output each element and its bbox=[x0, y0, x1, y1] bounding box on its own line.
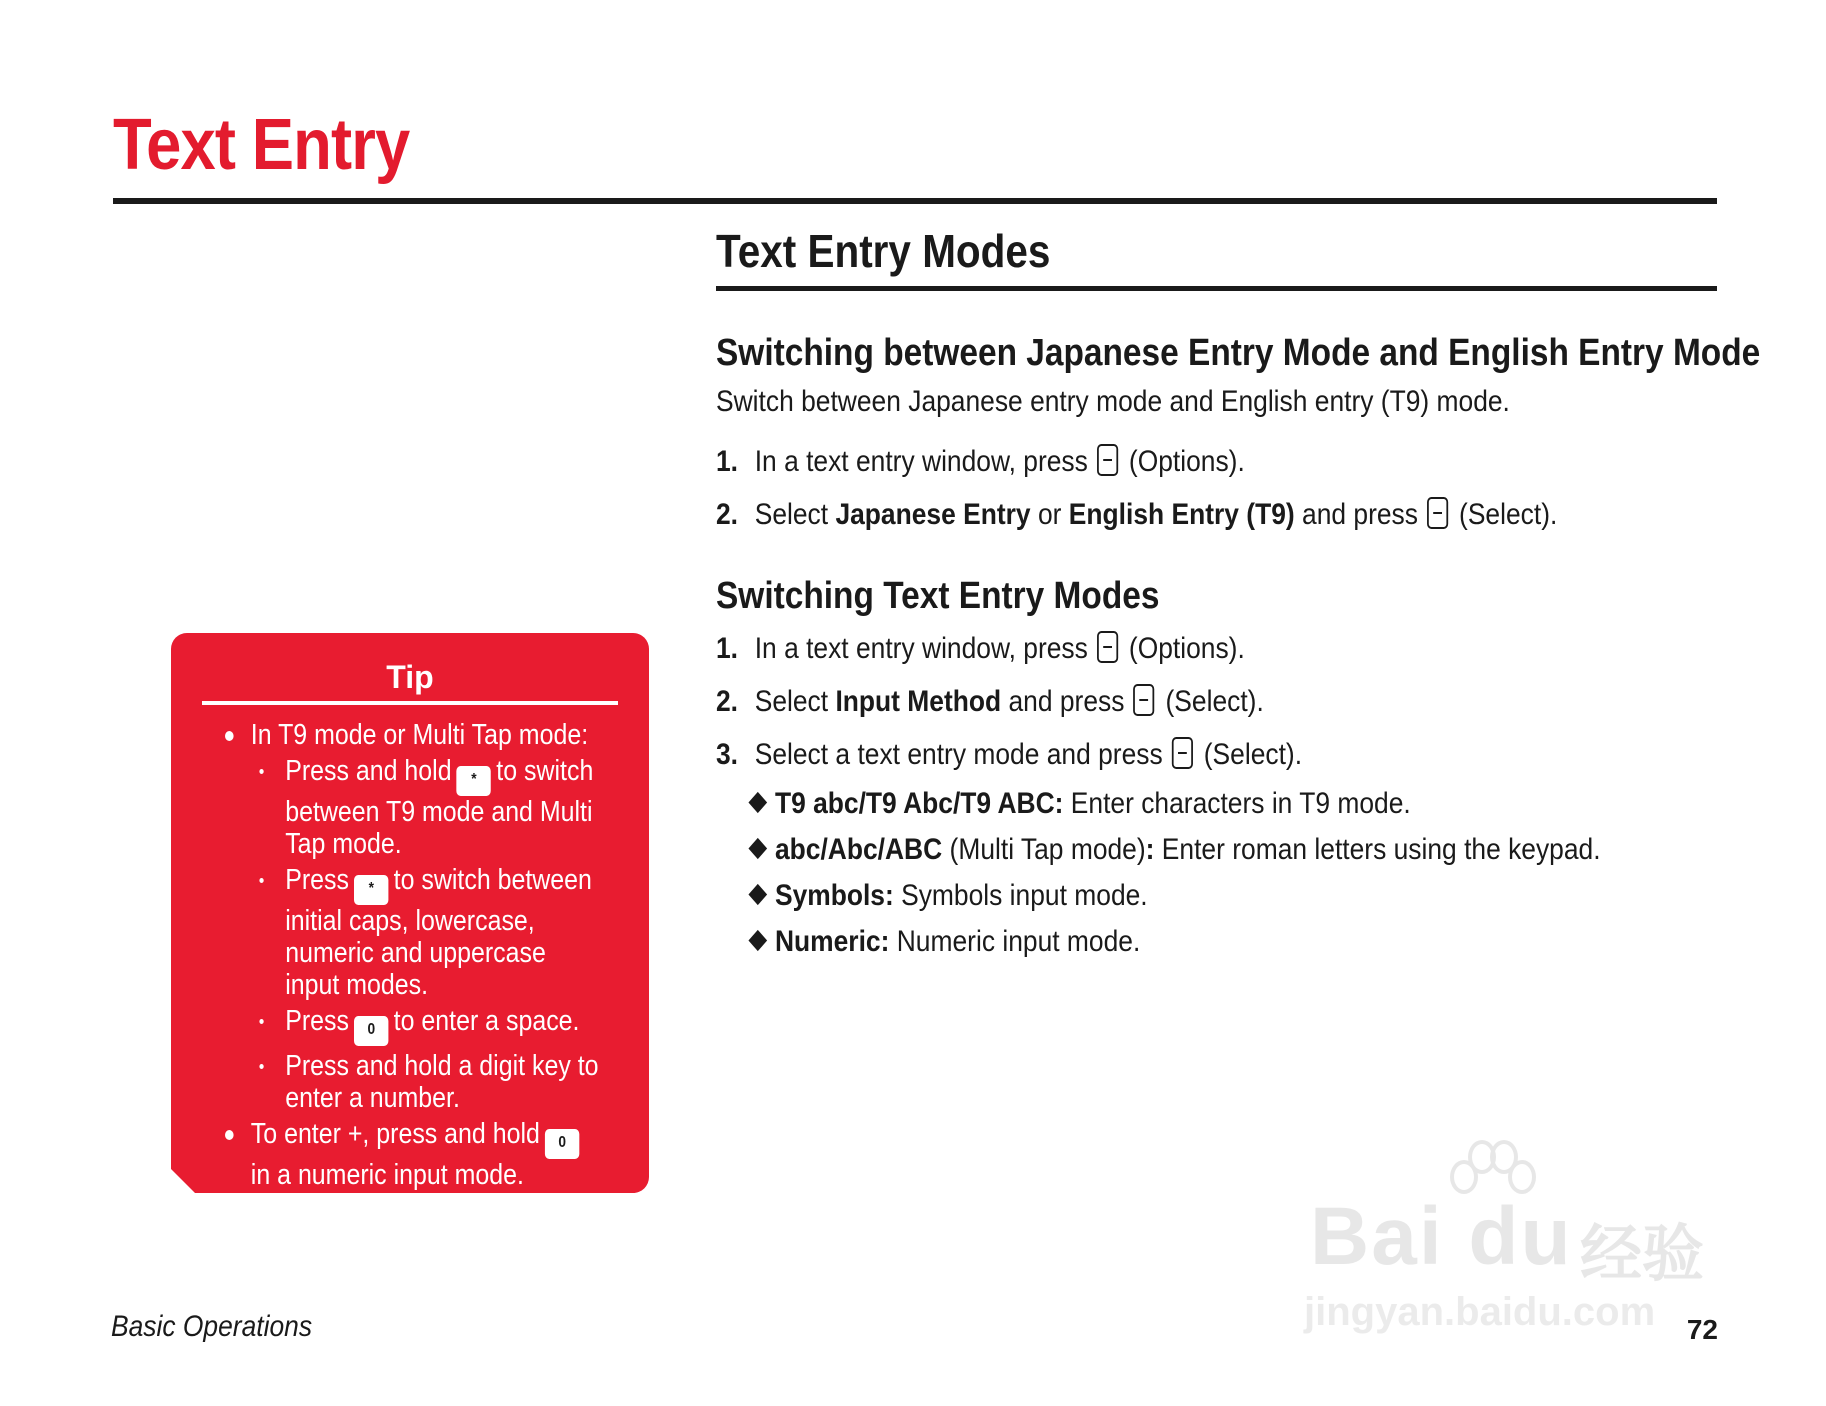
tip-subitem bbox=[256, 755, 603, 860]
step-text: In a text entry window, press bbox=[754, 632, 1088, 665]
page-number: 72 bbox=[1686, 1314, 1718, 1345]
lang-switch-description: Switch between Japanese entry mode and English entry (T9) mode. bbox=[716, 385, 1510, 418]
diamond-bullet-icon bbox=[748, 838, 767, 859]
tip-text: Press bbox=[285, 1005, 349, 1037]
watermark-chinese: 经验 bbox=[1580, 1220, 1705, 1289]
step-number: 1. bbox=[716, 632, 739, 665]
zero-key-icon bbox=[545, 1129, 579, 1159]
mode-item-numeric bbox=[751, 919, 1631, 965]
step-text: In a text entry window, press bbox=[754, 445, 1088, 478]
tip-text: To enter +, press and hold bbox=[250, 1118, 540, 1150]
tip-list bbox=[225, 715, 603, 1191]
diamond-bullet-icon bbox=[748, 792, 767, 813]
modes-heading: Switching Text Entry Modes bbox=[716, 575, 1160, 617]
key-label: * bbox=[471, 771, 477, 788]
lang-step-2 bbox=[716, 488, 1631, 541]
step-number: 2. bbox=[716, 498, 739, 531]
option-input-method: Input Method bbox=[835, 685, 1002, 718]
watermark-url: jingyan.baidu.com bbox=[1304, 1290, 1656, 1334]
mode-label: Symbols: bbox=[774, 879, 894, 912]
softkey-icon bbox=[1427, 497, 1448, 529]
mode-text: Numeric input mode. bbox=[889, 925, 1141, 958]
softkey-icon bbox=[1172, 737, 1193, 769]
tip-item: In T9 mode or Multi Tap mode: bbox=[225, 719, 603, 751]
tip-item bbox=[225, 1118, 603, 1191]
tip-box bbox=[171, 633, 649, 1193]
tip-title: Tip bbox=[386, 659, 434, 695]
step-text-and-press: and press bbox=[1302, 498, 1418, 531]
step-text-end: (Select). bbox=[1459, 498, 1558, 531]
star-key-icon bbox=[354, 875, 388, 905]
lang-step-1 bbox=[716, 435, 1631, 488]
softkey-icon bbox=[1134, 684, 1155, 716]
baidu-watermark bbox=[1300, 1140, 1730, 1340]
step-text-end: (Select). bbox=[1203, 738, 1303, 771]
step-number: 2. bbox=[716, 685, 739, 718]
option-japanese-entry: Japanese Entry bbox=[835, 498, 1031, 531]
footer-section-label: Basic Operations bbox=[111, 1310, 313, 1343]
mode-mid-text: (Multi Tap mode) bbox=[942, 833, 1146, 866]
mode-step-1 bbox=[716, 622, 1631, 675]
title-rule bbox=[113, 198, 1717, 204]
mode-colon: : bbox=[1145, 833, 1155, 866]
lang-switch-heading: Switching between Japanese Entry Mode and English Entry Mode bbox=[716, 332, 1761, 374]
section-rule bbox=[716, 286, 1717, 291]
tip-subitem bbox=[256, 1005, 603, 1046]
mode-text: Symbols input mode. bbox=[893, 879, 1148, 912]
mode-item-multitap bbox=[751, 827, 1631, 873]
tip-subitem: Press and hold a digit key to enter a number. bbox=[256, 1050, 603, 1114]
mode-label: abc/Abc/ABC bbox=[774, 833, 943, 866]
tip-text: to enter a space. bbox=[393, 1005, 580, 1037]
mode-label: T9 abc/T9 Abc/T9 ABC: bbox=[774, 787, 1064, 820]
watermark-brand: Bai du bbox=[1310, 1191, 1573, 1282]
mode-text: Enter roman letters using the keypad. bbox=[1154, 833, 1601, 866]
star-key-icon bbox=[457, 766, 491, 796]
option-english-entry: English Entry (T9) bbox=[1068, 498, 1295, 531]
step-text: Select a text entry mode and press bbox=[754, 738, 1163, 771]
step-text-end: (Select). bbox=[1165, 685, 1264, 718]
step-text-and-press: and press bbox=[1008, 685, 1125, 718]
step-text: Select bbox=[754, 685, 829, 718]
mode-text: Enter characters in T9 mode. bbox=[1063, 787, 1411, 820]
lang-switch-block bbox=[716, 332, 1761, 965]
section-title: Text Entry Modes bbox=[716, 225, 1051, 277]
mode-item-symbols bbox=[751, 873, 1631, 919]
lang-switch-steps bbox=[716, 435, 1631, 541]
tip-text: in a numeric input mode. bbox=[250, 1159, 524, 1191]
diamond-bullet-icon bbox=[748, 930, 767, 951]
modes-steps bbox=[716, 622, 1631, 781]
tip-text: Press bbox=[285, 864, 349, 896]
tip-text: to switch between T9 mode and Multi Tap mode. bbox=[285, 755, 594, 860]
tip-subitem bbox=[256, 864, 603, 1001]
tip-text: Press and hold bbox=[285, 755, 452, 787]
main-content bbox=[716, 332, 1761, 965]
step-text-end: (Options). bbox=[1128, 632, 1245, 665]
step-text-end: (Options). bbox=[1128, 445, 1245, 478]
key-label: 0 bbox=[558, 1134, 567, 1151]
mode-item-t9 bbox=[751, 781, 1631, 827]
softkey-icon bbox=[1097, 444, 1118, 476]
softkey-icon bbox=[1097, 631, 1118, 663]
mode-step-2 bbox=[716, 675, 1631, 728]
step-number: 3. bbox=[716, 738, 739, 771]
page-title: Text Entry bbox=[113, 105, 410, 185]
step-text-or: or bbox=[1037, 498, 1062, 531]
tip-text: to switch between initial caps, lowercase, numeric and uppercase input modes. bbox=[285, 864, 592, 1001]
step-number: 1. bbox=[716, 445, 739, 478]
key-label: * bbox=[368, 880, 374, 897]
mode-label: Numeric: bbox=[774, 925, 890, 958]
step-text: Select bbox=[754, 498, 829, 531]
mode-list bbox=[716, 781, 1631, 965]
zero-key-icon bbox=[354, 1016, 388, 1046]
diamond-bullet-icon bbox=[748, 884, 767, 905]
key-label: 0 bbox=[367, 1021, 376, 1038]
mode-step-3 bbox=[716, 728, 1631, 781]
tip-rule bbox=[202, 701, 618, 705]
